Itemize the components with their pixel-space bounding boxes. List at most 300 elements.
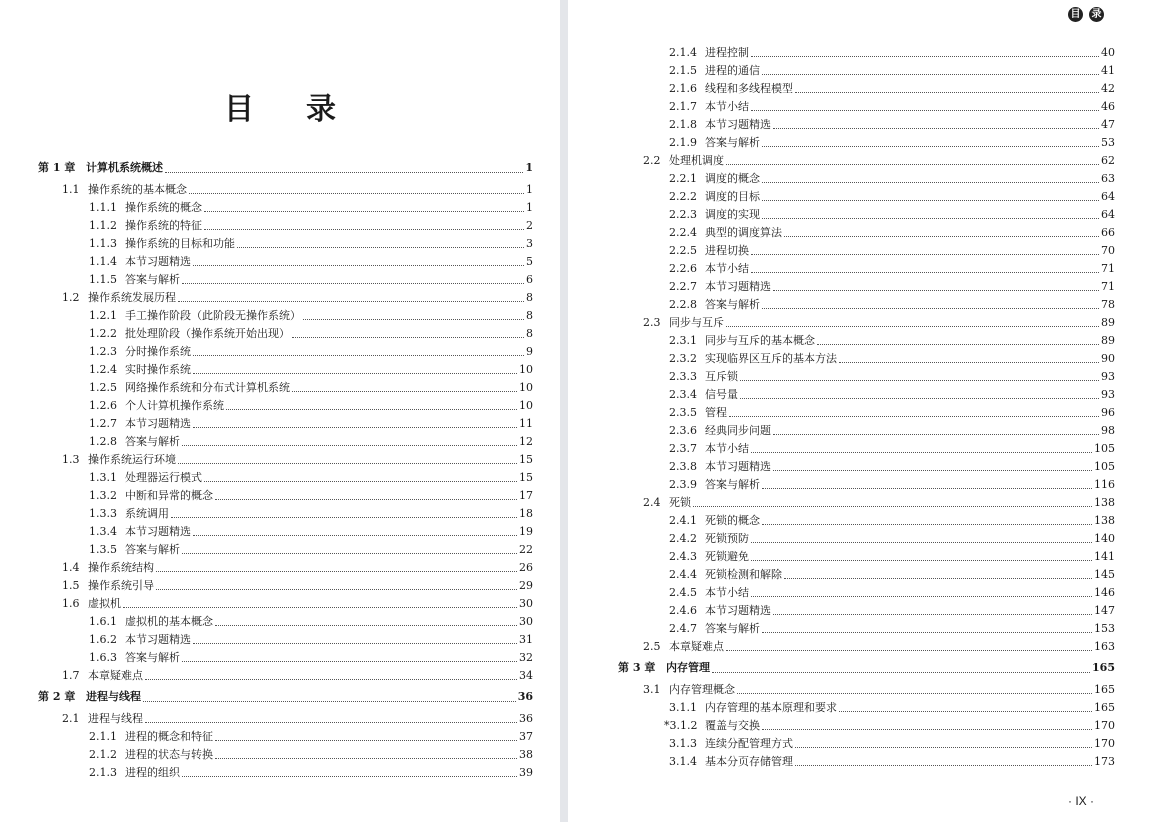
dot-leader [182, 283, 524, 284]
toc-entry-page: 3 [526, 237, 533, 250]
toc-entry-number: 1.6 [62, 597, 80, 610]
toc-chapter-entry[interactable] [603, 658, 1115, 678]
toc-subsection-entry[interactable] [603, 717, 1115, 735]
dot-leader [762, 146, 1099, 147]
dot-leader [751, 110, 1099, 111]
toc-entry-title: 进程切换 [705, 244, 749, 257]
dot-leader [751, 560, 1092, 561]
toc-entry-number: 2.1.4 [669, 46, 697, 59]
toc-entry-title: 基本分页存储管理 [705, 755, 793, 768]
toc-entry-page: 89 [1101, 334, 1115, 347]
dot-leader [204, 229, 524, 230]
toc-entry-number: 3.1.4 [669, 755, 697, 768]
dot-leader [712, 672, 1090, 673]
toc-entry-page: 147 [1094, 604, 1115, 617]
toc-entry-number: 1.1.5 [89, 273, 117, 286]
toc-entry-page: 10 [519, 381, 533, 394]
left-page [0, 0, 560, 822]
toc-entry-number: 2.3.1 [669, 334, 697, 347]
toc-entry-number: 1.7 [62, 669, 80, 682]
toc-entry-number: 2.2.7 [669, 280, 697, 293]
toc-section-entry[interactable] [603, 638, 1115, 656]
toc-subsection-entry[interactable] [603, 278, 1115, 296]
toc-subsection-entry[interactable] [603, 566, 1115, 584]
header-mark-1: 目 [1068, 7, 1083, 22]
toc-entry-number: 1.6.2 [89, 633, 117, 646]
toc-entry-page: 8 [526, 327, 533, 340]
toc-entry-number: 第 1 章 [38, 161, 76, 174]
toc-entry-number: 2.1.9 [669, 136, 697, 149]
toc-subsection-entry[interactable] [603, 530, 1115, 548]
toc-entry-title: 实现临界区互斥的基本方法 [705, 352, 837, 365]
toc-entry-number: 2.1.5 [669, 64, 697, 77]
toc-entry-page: 40 [1101, 46, 1115, 59]
toc-entry-page: 1 [526, 183, 533, 196]
toc-subsection-entry[interactable] [0, 235, 533, 253]
toc-subsection-entry[interactable] [603, 170, 1115, 188]
toc-entry-title: 内存管理概念 [669, 683, 735, 696]
toc-subsection-entry[interactable] [603, 584, 1115, 602]
toc-entry-page: 46 [1101, 100, 1115, 113]
toc-entry-title: 死锁避免 [705, 550, 749, 563]
toc-entry-number: 1.3 [62, 453, 80, 466]
toc-entry-number: 2.4.7 [669, 622, 697, 635]
toc-chapter-entry[interactable] [0, 158, 533, 178]
toc-entry-number: 2.1.6 [669, 82, 697, 95]
toc-subsection-entry[interactable] [0, 613, 533, 631]
toc-entry-page: 42 [1101, 82, 1115, 95]
dot-leader [178, 301, 524, 302]
toc-subsection-entry[interactable] [603, 62, 1115, 80]
toc-entry-page: 64 [1101, 208, 1115, 221]
toc-subsection-entry[interactable] [0, 487, 533, 505]
toc-entry-number: 2.1.1 [89, 730, 117, 743]
toc-entry-page: 165 [1094, 683, 1115, 696]
toc-entry-number: 2.1.3 [89, 766, 117, 779]
toc-section-entry[interactable] [0, 559, 533, 577]
toc-section-entry[interactable] [603, 152, 1115, 170]
toc-subsection-entry[interactable] [603, 512, 1115, 530]
dot-leader [751, 542, 1092, 543]
toc-entry-page: 93 [1101, 388, 1115, 401]
toc-entry-number: 2.4.3 [669, 550, 697, 563]
toc-entry-title: 本节习题精选 [705, 118, 771, 131]
toc-entry-page: 1 [526, 201, 533, 214]
toc-subsection-entry[interactable] [0, 631, 533, 649]
dot-leader [726, 164, 1099, 165]
toc-section-entry[interactable] [0, 577, 533, 595]
toc-entry-number: 2.3.3 [669, 370, 697, 383]
toc-entry-page: 63 [1101, 172, 1115, 185]
toc-entry-title: 进程的概念和特征 [125, 730, 213, 743]
toc-entry-number: 1.2.7 [89, 417, 117, 430]
dot-leader [784, 236, 1099, 237]
toc-entry-page: 36 [517, 690, 533, 703]
dot-leader [182, 445, 517, 446]
toc-entry-title: 本节习题精选 [125, 633, 191, 646]
dot-leader [193, 427, 517, 428]
toc-subsection-entry[interactable] [603, 422, 1115, 440]
toc-entry-page: 62 [1101, 154, 1115, 167]
toc-entry-title: 进程的通信 [705, 64, 760, 77]
toc-subsection-entry[interactable] [0, 307, 533, 325]
toc-subsection-entry[interactable] [603, 440, 1115, 458]
toc-entry-title: 管程 [705, 406, 727, 419]
toc-subsection-entry[interactable] [603, 116, 1115, 134]
toc-entry-page: 1 [525, 161, 533, 174]
toc-subsection-entry[interactable] [603, 404, 1115, 422]
toc-subsection-entry[interactable] [603, 735, 1115, 753]
toc-entry-title: 本章疑难点 [88, 669, 143, 682]
toc-subsection-entry[interactable] [0, 764, 533, 782]
title-char-1: 目 [224, 92, 254, 127]
dot-leader [773, 614, 1092, 615]
toc-entry-number: 2.3.4 [669, 388, 697, 401]
toc-entry-title: 分时操作系统 [125, 345, 191, 358]
dot-leader [204, 481, 517, 482]
toc-entry-number: 2.2.3 [669, 208, 697, 221]
toc-entry-number: 2.4.6 [669, 604, 697, 617]
toc-entry-number: 2.2.8 [669, 298, 697, 311]
toc-subsection-entry[interactable] [0, 271, 533, 289]
toc-subsection-entry[interactable] [603, 134, 1115, 152]
toc-entry-page: 31 [519, 633, 533, 646]
dot-leader [182, 553, 517, 554]
toc-entry-number: 2.1.7 [669, 100, 697, 113]
dot-leader [762, 524, 1092, 525]
toc-subsection-entry[interactable] [603, 548, 1115, 566]
toc-entry-number: 2.2.6 [669, 262, 697, 275]
toc-subsection-entry[interactable] [0, 253, 533, 271]
toc-entry-page: 71 [1101, 262, 1115, 275]
toc-subsection-entry[interactable] [0, 361, 533, 379]
toc-subsection-entry[interactable] [0, 415, 533, 433]
toc-subsection-entry[interactable] [603, 368, 1115, 386]
toc-entry-page: 29 [519, 579, 533, 592]
toc-entry-page: 6 [526, 273, 533, 286]
toc-entry-number: 1.2.8 [89, 435, 117, 448]
toc-subsection-entry[interactable] [0, 746, 533, 764]
dot-leader [193, 643, 517, 644]
toc-subsection-entry[interactable] [603, 620, 1115, 638]
toc-entry-title: 本节习题精选 [705, 604, 771, 617]
toc-entry-number: 1.3.2 [89, 489, 117, 502]
toc-entry-page: 30 [519, 615, 533, 628]
toc-entry-title: 调度的概念 [705, 172, 760, 185]
toc-subsection-entry[interactable] [0, 343, 533, 361]
toc-entry-page: 165 [1094, 701, 1115, 714]
toc-subsection-entry[interactable] [603, 260, 1115, 278]
dot-leader [215, 499, 517, 500]
toc-subsection-entry[interactable] [0, 469, 533, 487]
dot-leader [292, 391, 517, 392]
toc-entry-title: 互斥锁 [705, 370, 738, 383]
toc-section-entry[interactable] [0, 289, 533, 307]
toc-subsection-entry[interactable] [0, 397, 533, 415]
toc-entry-page: 53 [1101, 136, 1115, 149]
dot-leader [726, 326, 1099, 327]
toc-entry-number: *3.1.2 [664, 719, 698, 732]
toc-entry-title: 网络操作系统和分布式计算机系统 [125, 381, 290, 394]
dot-leader [762, 308, 1099, 309]
toc-subsection-entry[interactable] [0, 199, 533, 217]
toc-entry-number: 2.4.4 [669, 568, 697, 581]
dot-leader [215, 740, 517, 741]
toc-entry-number: 2.4 [643, 496, 661, 509]
toc-entry-title: 进程的组织 [125, 766, 180, 779]
toc-entry-title: 虚拟机的基本概念 [125, 615, 213, 628]
page-title [0, 84, 560, 128]
toc-entry-page: 26 [519, 561, 533, 574]
toc-entry-number: 1.3.4 [89, 525, 117, 538]
toc-entry-title: 答案与解析 [705, 298, 760, 311]
toc-subsection-entry[interactable] [0, 433, 533, 451]
toc-entry-title: 调度的目标 [705, 190, 760, 203]
toc-subsection-entry[interactable] [603, 80, 1115, 98]
toc-subsection-entry[interactable] [603, 458, 1115, 476]
dot-leader [226, 409, 517, 410]
toc-entry-page: 34 [519, 669, 533, 682]
toc-entry-page: 145 [1094, 568, 1115, 581]
toc-entry-title: 手工操作阶段（此阶段无操作系统） [125, 309, 301, 322]
toc-entry-number: 1.2.6 [89, 399, 117, 412]
dot-leader [773, 128, 1099, 129]
toc-entry-number: 2.3.7 [669, 442, 697, 455]
toc-entry-title: 经典同步问题 [705, 424, 771, 437]
toc-entry-title: 计算机系统概述 [86, 161, 163, 174]
dot-leader [740, 398, 1099, 399]
toc-entry-title: 答案与解析 [125, 435, 180, 448]
toc-entry-title: 中断和异常的概念 [125, 489, 213, 502]
header-mark-2: 录 [1089, 7, 1104, 22]
dot-leader [693, 506, 1092, 507]
toc-subsection-entry[interactable] [603, 44, 1115, 62]
toc-section-entry[interactable] [603, 314, 1115, 332]
toc-entry-title: 同步与互斥的基本概念 [705, 334, 815, 347]
toc-entry-title: 内存管理的基本原理和要求 [705, 701, 837, 714]
toc-subsection-entry[interactable] [603, 206, 1115, 224]
toc-entry-page: 2 [526, 219, 533, 232]
dot-leader [737, 693, 1092, 694]
toc-entry-title: 答案与解析 [705, 136, 760, 149]
toc-entry-number: 1.1.4 [89, 255, 117, 268]
dot-leader [762, 182, 1099, 183]
toc-entry-page: 90 [1101, 352, 1115, 365]
left-toc-list [0, 156, 533, 782]
dot-leader [773, 290, 1099, 291]
toc-entry-number: 2.4.2 [669, 532, 697, 545]
toc-section-entry[interactable] [0, 595, 533, 613]
toc-entry-number: 2.2.5 [669, 244, 697, 257]
toc-entry-number: 1.2.5 [89, 381, 117, 394]
toc-entry-title: 调度的实现 [705, 208, 760, 221]
toc-subsection-entry[interactable] [0, 523, 533, 541]
toc-entry-number: 2.2.4 [669, 226, 697, 239]
toc-subsection-entry[interactable] [603, 350, 1115, 368]
toc-entry-number: 3.1.1 [669, 701, 697, 714]
toc-entry-title: 个人计算机操作系统 [125, 399, 224, 412]
page-number: · IX · [1068, 794, 1094, 808]
dot-leader [762, 218, 1099, 219]
toc-entry-number: 1.2.1 [89, 309, 117, 322]
toc-entry-title: 同步与互斥 [669, 316, 724, 329]
dot-leader [171, 517, 517, 518]
toc-subsection-entry[interactable] [603, 188, 1115, 206]
toc-subsection-entry[interactable] [603, 242, 1115, 260]
toc-entry-title: 死锁检测和解除 [705, 568, 782, 581]
toc-entry-title: 进程的状态与转换 [125, 748, 213, 761]
dot-leader [143, 701, 516, 702]
toc-entry-page: 5 [526, 255, 533, 268]
toc-subsection-entry[interactable] [0, 728, 533, 746]
toc-subsection-entry[interactable] [603, 699, 1115, 717]
toc-subsection-entry[interactable] [603, 476, 1115, 494]
toc-entry-number: 1.2.4 [89, 363, 117, 376]
dot-leader [145, 679, 517, 680]
right-toc-list [603, 44, 1115, 771]
toc-entry-title: 答案与解析 [705, 622, 760, 635]
dot-leader [762, 200, 1099, 201]
toc-entry-title: 本节习题精选 [125, 525, 191, 538]
toc-entry-title: 操作系统的目标和功能 [125, 237, 235, 250]
toc-entry-number: 1.1 [62, 183, 80, 196]
toc-subsection-entry[interactable] [603, 224, 1115, 242]
toc-subsection-entry[interactable] [603, 753, 1115, 771]
toc-entry-title: 死锁的概念 [705, 514, 760, 527]
dot-leader [817, 344, 1099, 345]
dot-leader [751, 272, 1099, 273]
toc-entry-page: 96 [1101, 406, 1115, 419]
toc-subsection-entry[interactable] [603, 296, 1115, 314]
toc-entry-title: 进程与线程 [88, 712, 143, 725]
toc-entry-page: 30 [519, 597, 533, 610]
toc-entry-page: 78 [1101, 298, 1115, 311]
toc-subsection-entry[interactable] [0, 505, 533, 523]
toc-entry-number: 1.6.1 [89, 615, 117, 628]
toc-entry-page: 41 [1101, 64, 1115, 77]
toc-entry-number: 1.3.5 [89, 543, 117, 556]
toc-subsection-entry[interactable] [0, 379, 533, 397]
dot-leader [237, 247, 524, 248]
toc-entry-title: 死锁 [669, 496, 691, 509]
title-char-2: 录 [306, 92, 336, 127]
dot-leader [773, 470, 1092, 471]
toc-entry-number: 1.5 [62, 579, 80, 592]
toc-section-entry[interactable] [0, 451, 533, 469]
toc-entry-title: 进程与线程 [86, 690, 141, 703]
toc-chapter-entry[interactable] [0, 687, 533, 707]
toc-entry-title: 操作系统发展历程 [88, 291, 176, 304]
toc-entry-page: 36 [519, 712, 533, 725]
toc-entry-number: 第 3 章 [618, 661, 656, 674]
dot-leader [751, 254, 1099, 255]
toc-section-entry[interactable] [0, 181, 533, 199]
dot-leader [726, 650, 1092, 651]
toc-entry-page: 138 [1094, 514, 1115, 527]
toc-entry-title: 本节小结 [705, 586, 749, 599]
toc-entry-page: 66 [1101, 226, 1115, 239]
toc-entry-title: 处理器运行模式 [125, 471, 202, 484]
toc-subsection-entry[interactable] [603, 332, 1115, 350]
toc-entry-page: 10 [519, 363, 533, 376]
toc-entry-page: 170 [1094, 719, 1115, 732]
toc-entry-title: 本节小结 [705, 442, 749, 455]
toc-entry-title: 答案与解析 [125, 273, 180, 286]
toc-section-entry[interactable] [0, 667, 533, 685]
toc-entry-page: 93 [1101, 370, 1115, 383]
toc-entry-page: 98 [1101, 424, 1115, 437]
toc-subsection-entry[interactable] [0, 541, 533, 559]
toc-entry-title: 处理机调度 [669, 154, 724, 167]
toc-subsection-entry[interactable] [603, 98, 1115, 116]
dot-leader [182, 776, 517, 777]
toc-entry-number: 2.1.2 [89, 748, 117, 761]
toc-entry-number: 2.4.5 [669, 586, 697, 599]
toc-entry-title: 实时操作系统 [125, 363, 191, 376]
dot-leader [156, 571, 517, 572]
toc-entry-number: 2.2 [643, 154, 661, 167]
toc-subsection-entry[interactable] [0, 217, 533, 235]
toc-entry-page: 163 [1094, 640, 1115, 653]
toc-entry-number: 1.1.2 [89, 219, 117, 232]
toc-entry-number: 1.3.3 [89, 507, 117, 520]
toc-entry-page: 173 [1094, 755, 1115, 768]
toc-entry-title: 死锁预防 [705, 532, 749, 545]
toc-entry-number: 2.3.6 [669, 424, 697, 437]
toc-subsection-entry[interactable] [603, 602, 1115, 620]
running-header [1068, 7, 1104, 22]
toc-subsection-entry[interactable] [0, 649, 533, 667]
dot-leader [178, 463, 517, 464]
toc-entry-page: 17 [519, 489, 533, 502]
dot-leader [145, 722, 517, 723]
toc-entry-title: 覆盖与交换 [705, 719, 760, 732]
toc-entry-number: 2.4.1 [669, 514, 697, 527]
toc-entry-title: 连续分配管理方式 [705, 737, 793, 750]
toc-entry-page: 116 [1094, 478, 1115, 491]
dot-leader [762, 488, 1092, 489]
dot-leader [292, 337, 524, 338]
toc-entry-number: 2.1 [62, 712, 80, 725]
toc-section-entry[interactable] [603, 494, 1115, 512]
dot-leader [189, 193, 524, 194]
toc-entry-page: 105 [1094, 460, 1115, 473]
toc-section-entry[interactable] [603, 681, 1115, 699]
toc-entry-title: 本节习题精选 [705, 280, 771, 293]
toc-section-entry[interactable] [0, 710, 533, 728]
toc-entry-title: 本节习题精选 [705, 460, 771, 473]
dot-leader [839, 362, 1099, 363]
toc-entry-page: 15 [519, 471, 533, 484]
toc-entry-page: 18 [519, 507, 533, 520]
dot-leader [123, 607, 517, 608]
toc-entry-title: 系统调用 [125, 507, 169, 520]
toc-entry-number: 1.1.3 [89, 237, 117, 250]
toc-subsection-entry[interactable] [603, 386, 1115, 404]
toc-entry-number: 2.3.5 [669, 406, 697, 419]
toc-entry-page: 12 [519, 435, 533, 448]
dot-leader [303, 319, 524, 320]
toc-entry-page: 19 [519, 525, 533, 538]
toc-entry-title: 操作系统的特征 [125, 219, 202, 232]
toc-entry-number: 2.5 [643, 640, 661, 653]
toc-entry-page: 70 [1101, 244, 1115, 257]
toc-entry-page: 140 [1094, 532, 1115, 545]
right-page [568, 0, 1153, 822]
toc-entry-page: 47 [1101, 118, 1115, 131]
toc-subsection-entry[interactable] [0, 325, 533, 343]
toc-entry-page: 22 [519, 543, 533, 556]
